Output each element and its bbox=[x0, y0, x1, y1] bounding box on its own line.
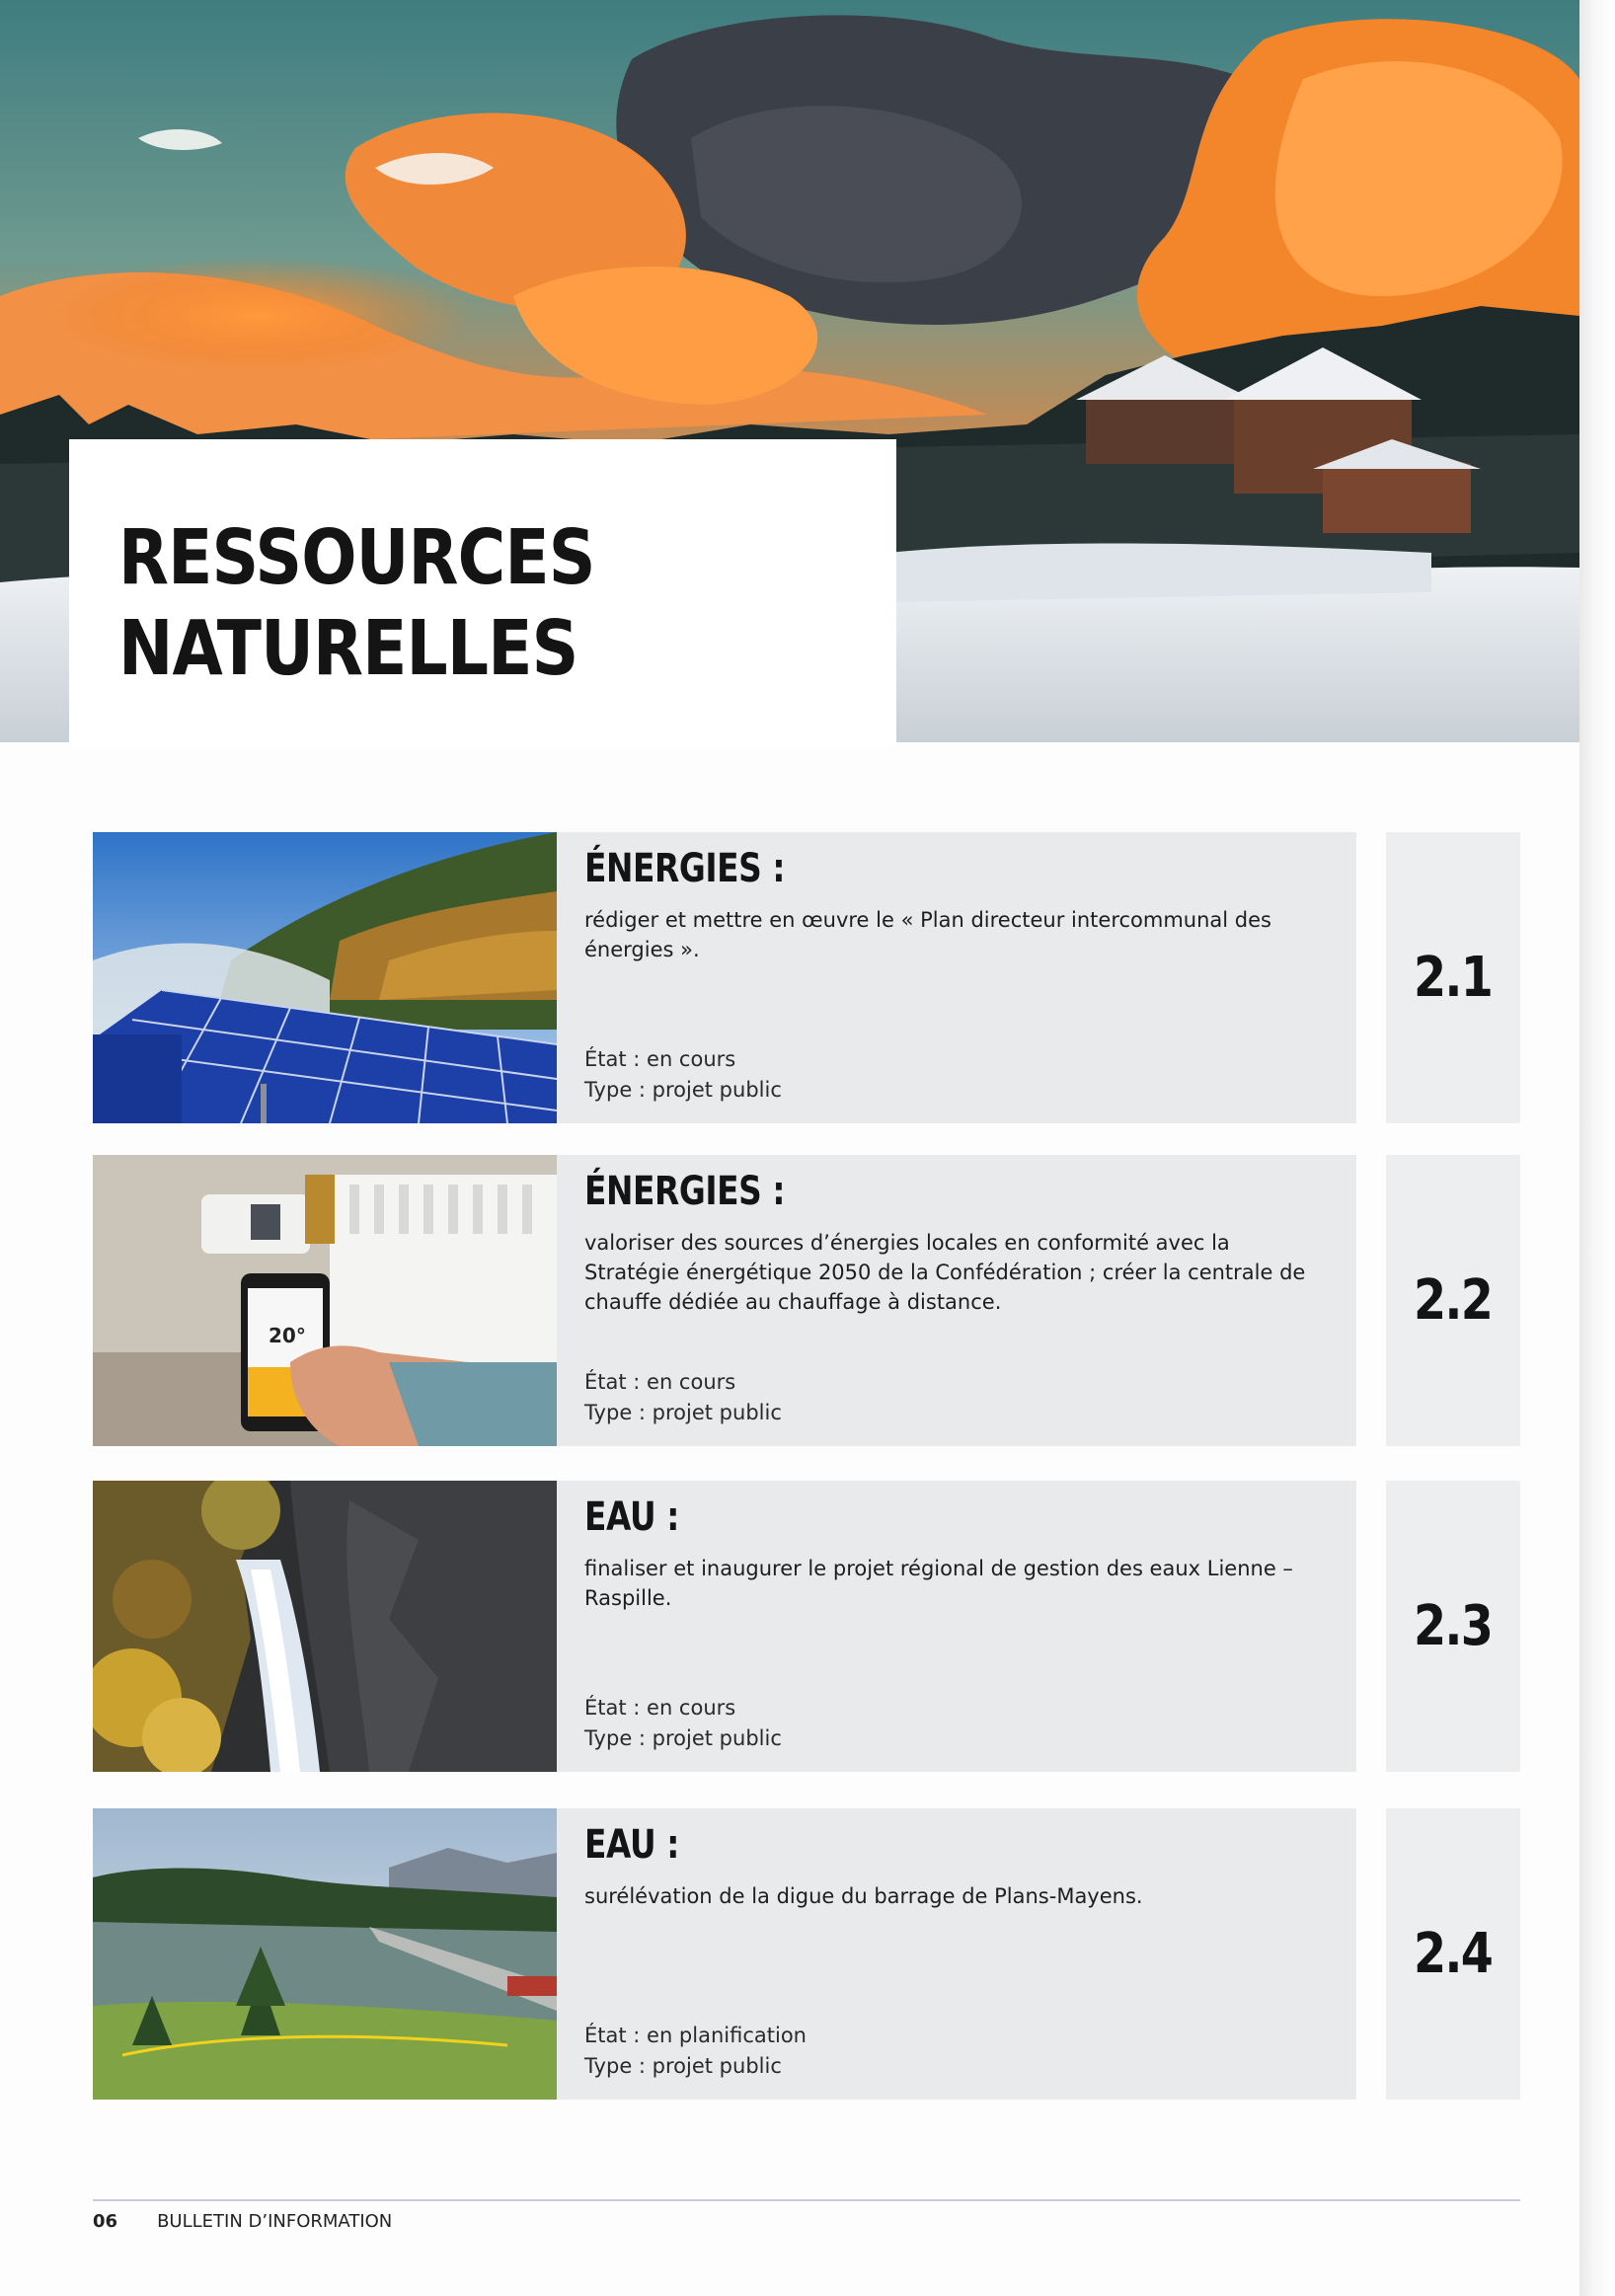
card-meta bbox=[584, 1044, 782, 1106]
project-card-2-1-body bbox=[584, 832, 1327, 1123]
card-type: Type : projet public bbox=[584, 1078, 782, 1102]
card-description: finaliser et inaugurer le projet régional de gestion des eaux Lienne – Raspille. bbox=[584, 1557, 1293, 1610]
project-card-2-4-body bbox=[584, 1808, 1327, 2100]
card-meta bbox=[584, 1693, 782, 1754]
section-title-box bbox=[69, 439, 896, 745]
footer-divider bbox=[93, 2199, 1520, 2201]
project-card-2-3 bbox=[93, 1481, 1356, 1772]
project-card-2-2 bbox=[93, 1155, 1356, 1446]
card-type: Type : projet public bbox=[584, 1726, 782, 1750]
project-number: 2.1 bbox=[1414, 946, 1493, 1010]
solar-panels-photo bbox=[93, 832, 557, 1123]
card-status: État : en cours bbox=[584, 1370, 736, 1394]
page-binding-edge bbox=[1579, 0, 1615, 2296]
card-status: État : en cours bbox=[584, 1696, 736, 1720]
card-heading: ÉNERGIES : bbox=[584, 1169, 786, 1214]
card-description: surélévation de la digue du barrage de Plans-Mayens. bbox=[584, 1884, 1143, 1908]
card-heading: EAU : bbox=[584, 1822, 679, 1868]
project-number-box-2-4 bbox=[1386, 1808, 1520, 2100]
card-meta bbox=[584, 1367, 782, 1428]
card-heading: EAU : bbox=[584, 1494, 679, 1540]
card-status: État : en planification bbox=[584, 2024, 807, 2047]
project-card-2-3-body bbox=[584, 1481, 1327, 1772]
project-number-box-2-3 bbox=[1386, 1481, 1520, 1772]
project-number: 2.3 bbox=[1414, 1594, 1493, 1658]
card-type: Type : projet public bbox=[584, 1401, 782, 1424]
phone-temperature-reading: 20° bbox=[269, 1324, 306, 1347]
card-type: Type : projet public bbox=[584, 2054, 782, 2078]
project-number: 2.4 bbox=[1414, 1922, 1493, 1986]
card-meta bbox=[584, 2021, 807, 2082]
card-description: rédiger et mettre en œuvre le « Plan directeur intercommunal des énergies ». bbox=[584, 908, 1271, 961]
project-card-2-1 bbox=[93, 832, 1356, 1123]
publication-name: BULLETIN D’INFORMATION bbox=[157, 2211, 393, 2232]
section-title bbox=[118, 513, 595, 695]
project-card-2-4 bbox=[93, 1808, 1356, 2100]
card-status: État : en cours bbox=[584, 1047, 736, 1071]
dam-lake-photo bbox=[93, 1808, 557, 2100]
thermostat-phone-photo bbox=[93, 1155, 557, 1446]
card-heading: ÉNERGIES : bbox=[584, 846, 786, 891]
project-card-2-2-body bbox=[584, 1155, 1327, 1446]
card-description: valoriser des sources d’énergies locales en conformité avec la Stratégie énergétique 2050 de la Confédération ; créer la centrale de chauffe dédiée au chauffage à distance. bbox=[584, 1231, 1306, 1314]
project-number: 2.2 bbox=[1414, 1268, 1493, 1333]
section-title-line-2: NATURELLES bbox=[118, 605, 578, 693]
waterfall-photo bbox=[93, 1481, 557, 1772]
project-number-box-2-2 bbox=[1386, 1155, 1520, 1446]
page-number: 06 bbox=[93, 2211, 118, 2232]
project-number-box-2-1 bbox=[1386, 832, 1520, 1123]
page-footer bbox=[93, 2211, 392, 2232]
section-title-line-1: RESSOURCES bbox=[118, 514, 595, 602]
